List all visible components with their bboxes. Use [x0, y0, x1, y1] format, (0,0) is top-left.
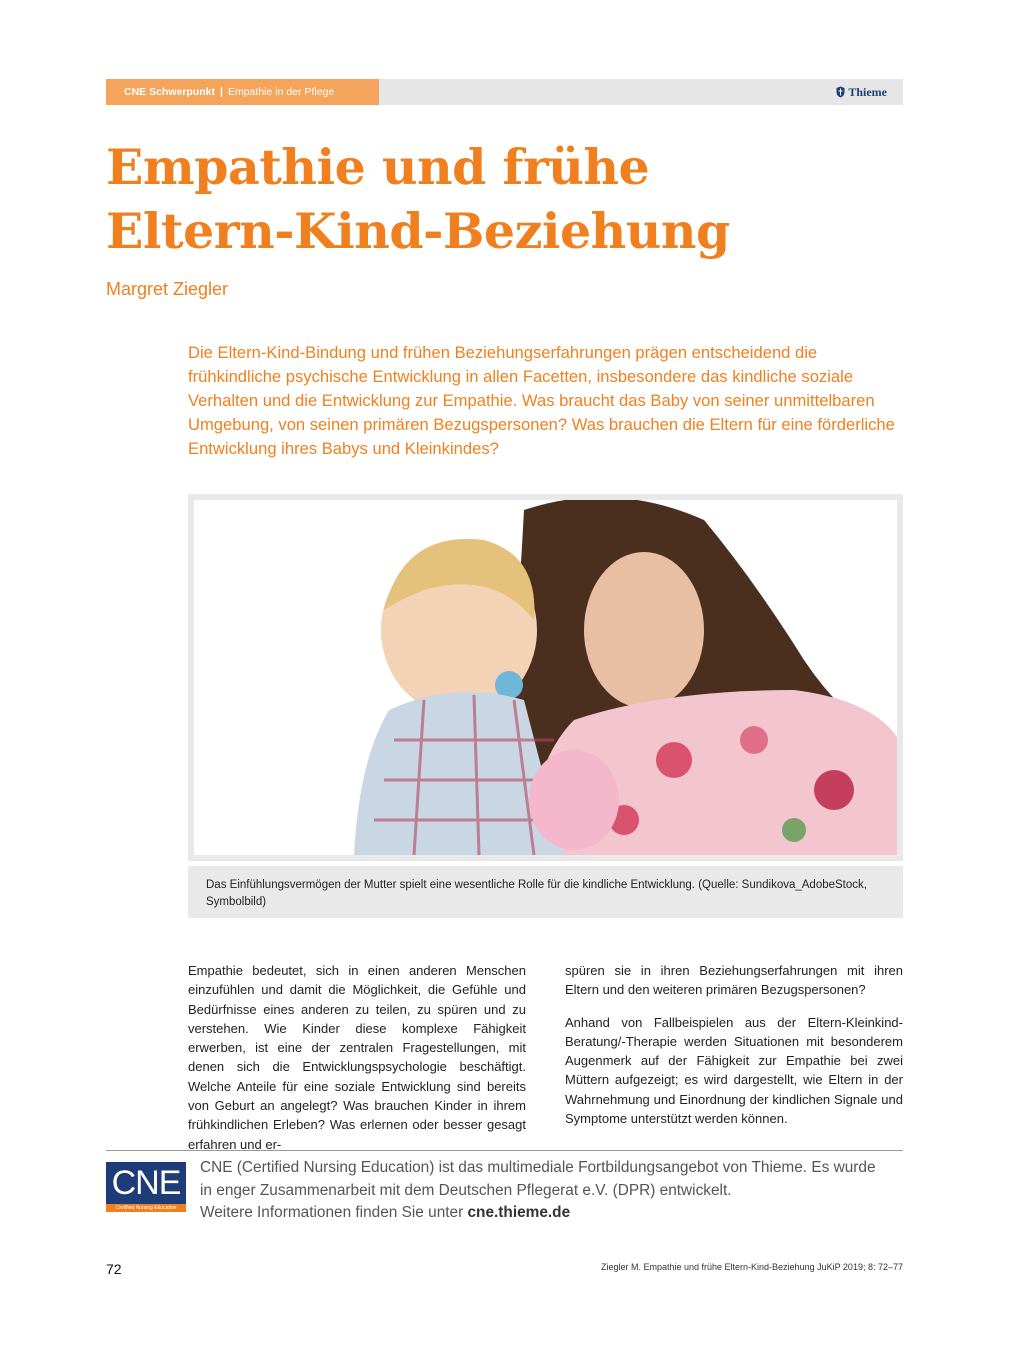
publisher-logo	[836, 79, 887, 105]
flower-mark	[814, 770, 854, 810]
mother-face-shape	[584, 552, 704, 708]
cne-info-line-1: CNE (Certified Nursing Education) ist das multimediale Fortbildungsangebot von Thieme. Es wurde	[200, 1159, 876, 1176]
leaf-mark	[782, 818, 806, 842]
article-title	[106, 135, 730, 263]
cne-divider	[106, 1150, 903, 1151]
section-tag	[106, 79, 379, 105]
mother-child-photo-illustration	[194, 500, 897, 855]
cne-website-link[interactable]: cne.thieme.de	[467, 1204, 571, 1221]
cne-logo	[106, 1162, 186, 1212]
article-abstract: Die Eltern-Kind-Bindung und frühen Beziehungserfahrungen prägen entscheidend die frühkindliche psychische Entwicklung in allen Facetten, insbesondere das kindliche soziale Verhalten und die Entwicklung zur Empathie. Was braucht das Baby von seiner unmittelbaren Umgebung, von seinen primären Bezugspersonen? Was brauchen die Eltern für eine förderliche Entwicklung ihres Babys und Kleinkindes?	[188, 343, 895, 458]
running-header	[106, 79, 903, 105]
article-citation: Ziegler M. Empathie und frühe Eltern-Kind-Beziehung JuKiP 2019; 8: 72–77	[600, 1262, 903, 1272]
body-column-right	[565, 961, 903, 1128]
cne-info-line-3: Weitere Informationen finden Sie unter	[200, 1204, 468, 1221]
caption-line-1: Das Einfühlungsvermögen der Mutter spielt eine wesentliche Rolle für die kindliche Entwicklung. (Quelle: Sundikova_AdobeStock,	[206, 879, 867, 891]
caption-line-2: Symbolbild)	[206, 896, 267, 908]
section-label: CNE Schwerpunkt	[124, 86, 216, 98]
figure-frame	[188, 494, 903, 861]
author-name: Margret Ziegler	[106, 279, 229, 299]
cne-logo-text: CNE	[106, 1162, 186, 1204]
flower-mark	[740, 726, 768, 754]
body-paragraph: spüren sie in ihren Beziehungserfahrungen mit ihren Eltern und den weiteren primären Bezugspersonen?	[565, 963, 903, 998]
figure-photo	[194, 500, 897, 855]
title-line-2: Eltern-Kind-Beziehung	[106, 202, 730, 260]
cne-logo-subtext: Certified Nursing Education	[106, 1204, 186, 1212]
cne-info-line-2: in enger Zusammenarbeit mit dem Deutschen Pflegerat e.V. (DPR) entwickelt.	[200, 1181, 732, 1199]
thieme-emblem-icon	[836, 86, 845, 98]
flower-mark	[656, 742, 692, 778]
figure-caption	[188, 866, 903, 918]
body-column-left	[188, 961, 526, 1154]
section-separator: |	[220, 86, 223, 98]
topic-label: Empathie in der Pflege	[227, 86, 335, 98]
publisher-name: Thieme	[848, 85, 887, 99]
body-paragraph: Empathie bedeutet, sich in einen anderen Menschen einzufühlen und damit die Möglichkeit, die Gefühle und Bedürfnisse eines anderen zu teilen, zu spüren und zu verstehen. Wie Kinder diese komplexe Fähigkeit erwerben, ist eine der zentralen Fragestellungen, mit denen sich die Entwicklungspsychologie beschäftigt. Welche Anteile für eine soziale Entwicklung sind bereits von Geburt an angelegt? Was brauchen Kinder in ihrem frühkindlichen Erleben? Was erlernen oder besser gesagt erfahren und er-	[188, 963, 526, 1152]
title-line-1: Empathie und frühe	[106, 138, 650, 196]
page-number: 72	[106, 1261, 122, 1277]
body-paragraph: Anhand von Fallbeispielen aus der Eltern-Kleinkind-Beratung/-Therapie werden Situationen mit besonderem Augenmerk auf der Fähigkeit zur Empathie bei zwei Müttern aufgezeigt; es wird dargestellt, wie Eltern in der Wahrnehmung und Einordnung der kindlichen Signale und Symptome unterstützt werden können.	[565, 1014, 903, 1127]
cne-info-box	[200, 1157, 905, 1225]
pink-toy-shape	[529, 750, 619, 850]
